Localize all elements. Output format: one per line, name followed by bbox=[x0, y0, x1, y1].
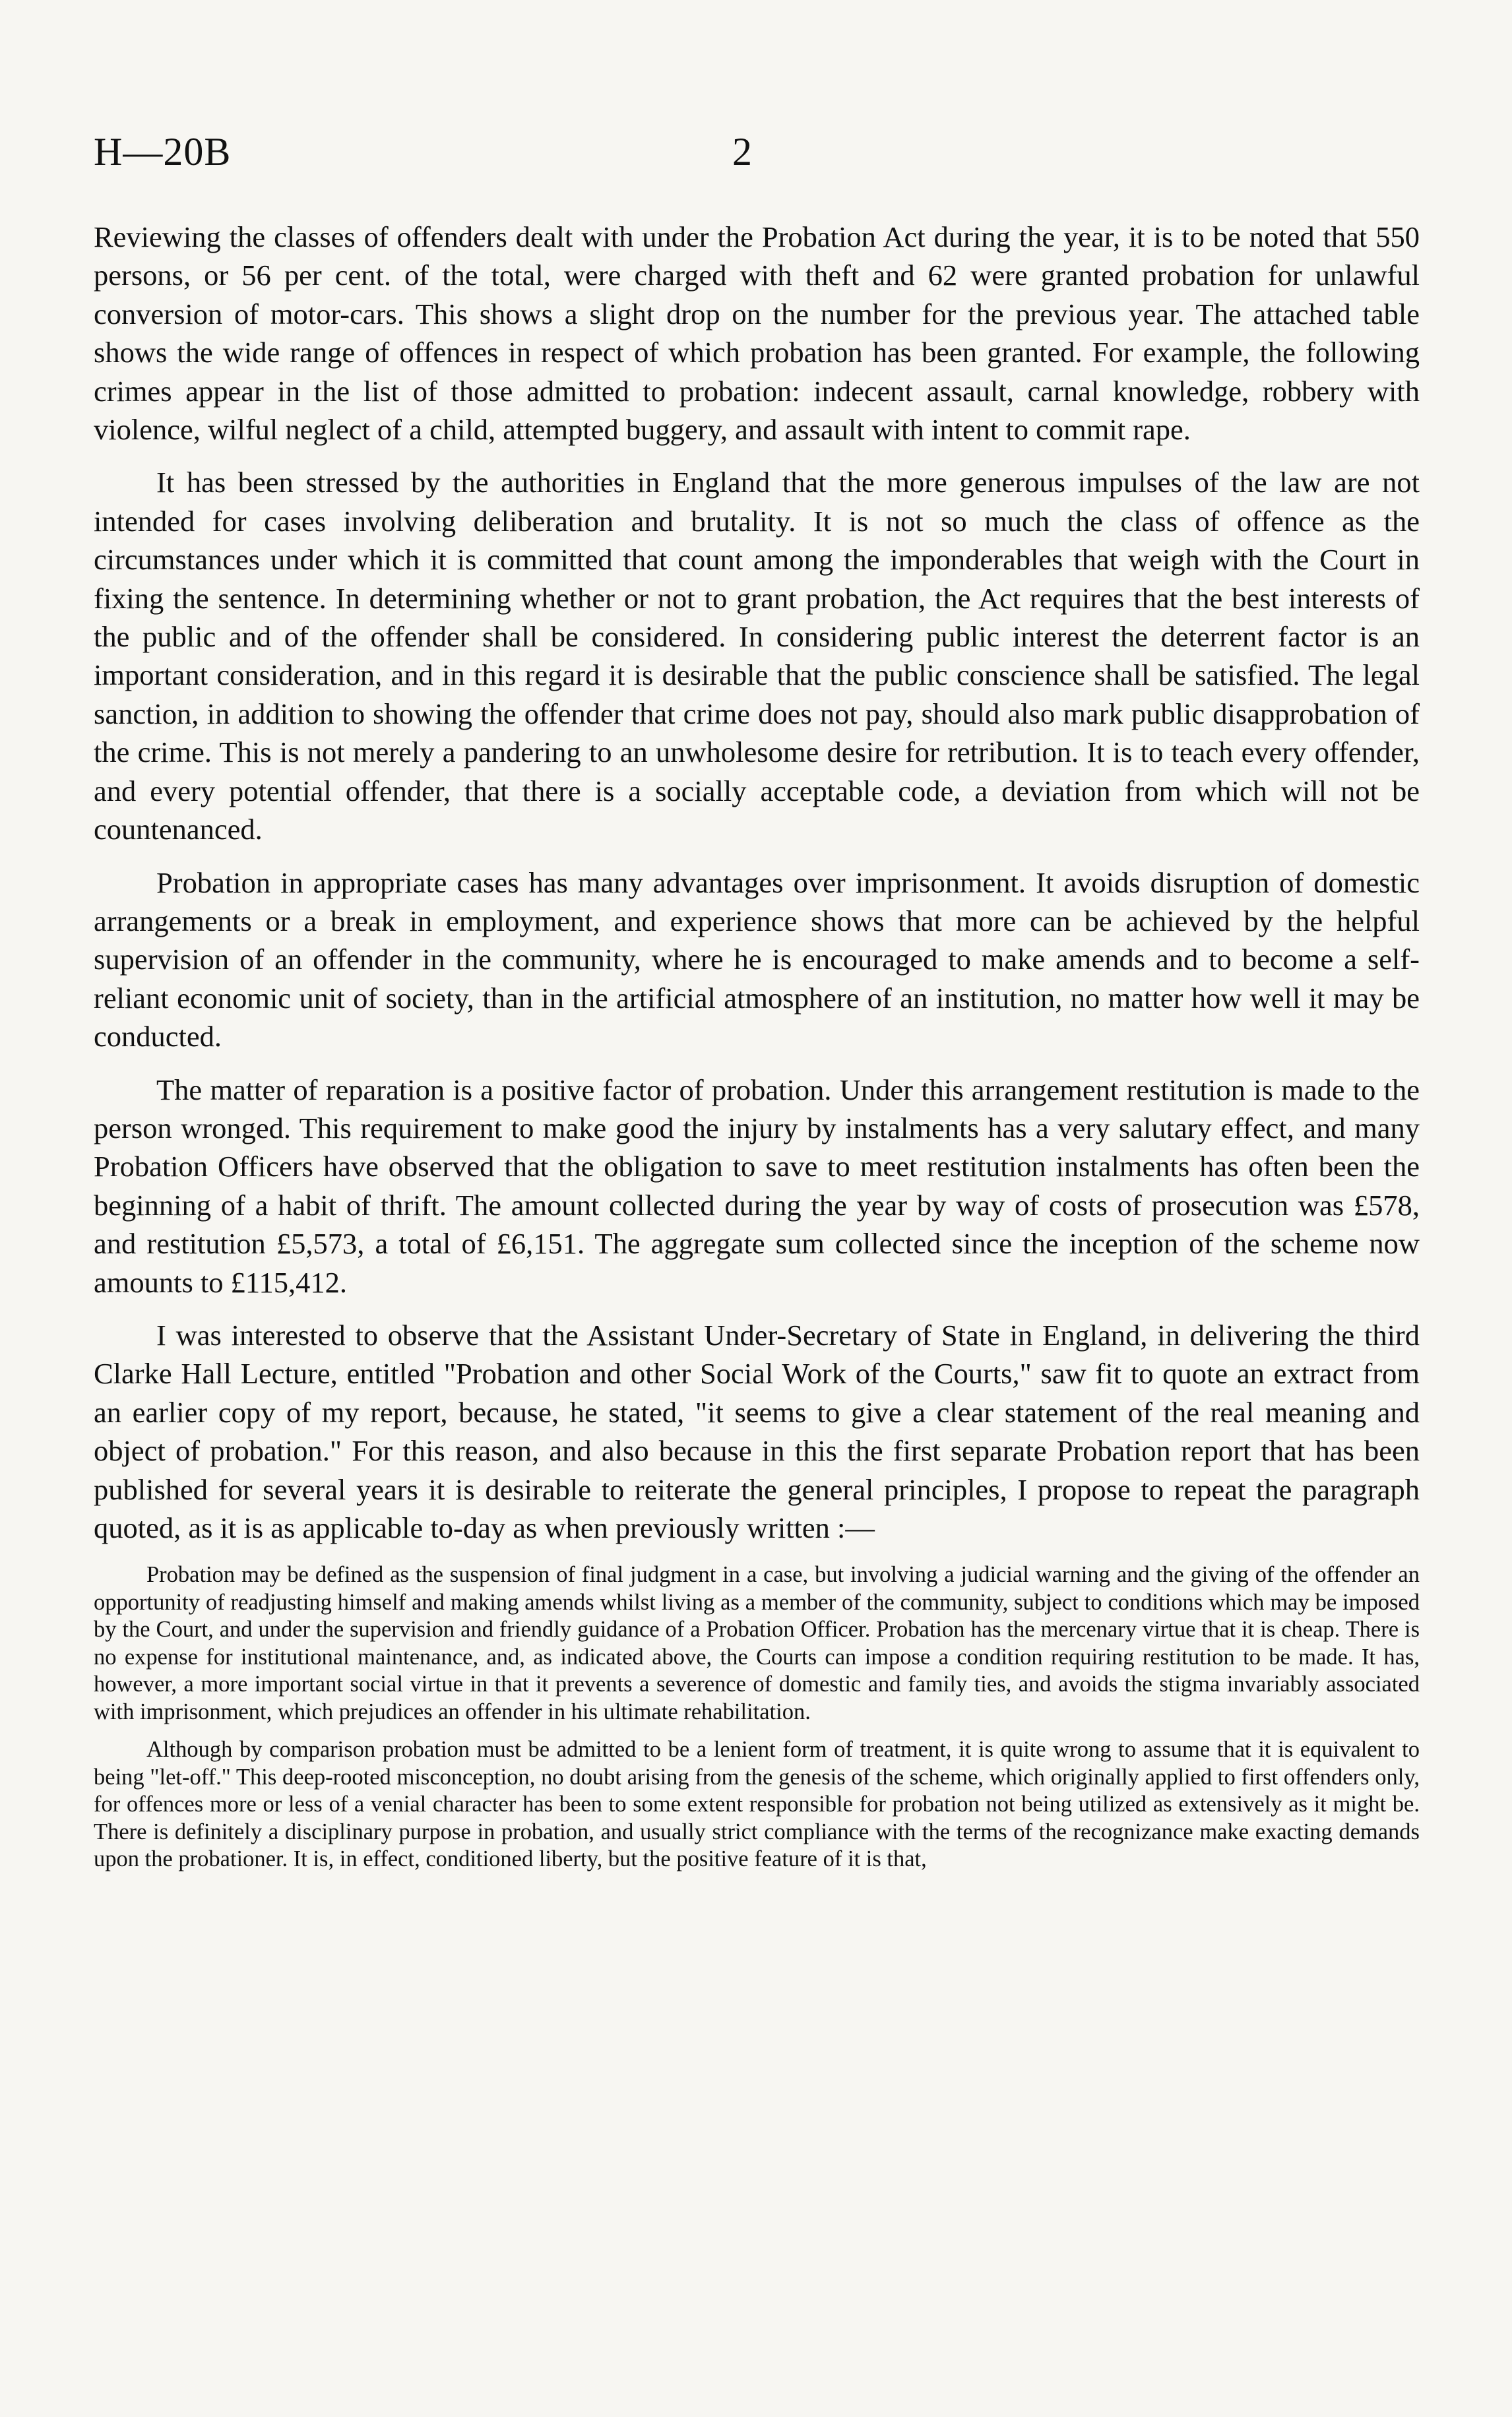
paragraph-advantages: Probation in appropriate cases has many advantages over imprisonment. It avoids disruption of domestic arrangements or a break in employment, and experience shows that more can be achieved by the helpful supervision of an offender in the community, where he is encouraged to make amends and to become a self-reliant economic unit of society, than in the artificial atmosphere of an institution, no matter how well it may be conducted. bbox=[94, 865, 1420, 1053]
paragraph-reparation: The matter of reparation is a positive factor of probation. Under this arrangement restitution is made to the person wronged. This requirement to make good the injury by instalments has a very salutary effect, and many Probation Officers have observed that the obligation to save to meet restitution instalments has often been the beginning of a habit of thrift. The amount collected during the year by way of costs of prosecution was £578, and restitution £5,573, a total of £6,151. The aggregate sum collected since the inception of the scheme now amounts to £115,412. bbox=[94, 1073, 1420, 1299]
report-body bbox=[94, 218, 1420, 1884]
page-header bbox=[94, 129, 1420, 182]
paragraph-offender-classes: Reviewing the classes of offenders dealt with under the Probation Act during the year, it is to be noted that 550 persons, or 56 per cent. of the total, were charged with theft and 62 were granted probation for unlawful conversion of motor-cars. This shows a slight drop on the number for the previous year. The attached table shows the wide range of offences in respect of which probation has been granted. For example, the following crimes appear in the list of those admitted to probation: indecent assault, carnal knowledge, robbery with violence, wilful neglect of a child, attempted buggery, and assault with intent to commit rape. bbox=[94, 220, 1420, 447]
paragraph-deliberation-brutality: It has been stressed by the authorities in England that the more generous impulses of the law are not intended for cases involving deliberation and brutality. It is not so much the class of offence as the circumstances under which it is committed that count among the imponderables that weigh with the Court in fixing the sentence. In determining whether or not to grant probation, the Act requires that the best interests of the public and of the offender shall be considered. In considering public interest the deterrent factor is an important consideration, and in this regard it is desirable that the public conscience shall be satisfied. The legal sanction, in addition to showing the offender that crime does not pay, should also mark public disapprobation of the crime. This is not merely a pandering to an unwholesome desire for retribution. It is to teach every offender, and every potential offender, that there is a socially acceptable code, a deviation from which will not be countenanced. bbox=[94, 466, 1420, 846]
document-reference: H—20B bbox=[94, 130, 232, 173]
quoted-extract bbox=[94, 1561, 1420, 1873]
page-number: 2 bbox=[732, 130, 752, 173]
paragraph-clarke-hall-lecture: I was interested to observe that the Assistant Under-Secretary of State in England, in delivering the third Clarke Hall Lecture, entitled "Probation and other Social Work of the Courts," saw fit to quote an extract from an earlier copy of my report, because, he stated, "it seems to give a clear statement of the real meaning and object of probation." For this reason, and also because in this the first separate Probation report that has been published for several years it is desirable to reiterate the general principles, I propose to repeat the paragraph quoted, as it is as applicable to-day as when previously written :— bbox=[94, 1318, 1420, 1544]
quote-paragraph-lenient-treatment: Although by comparison probation must be admitted to be a lenient form of treatment, it is quite wrong to assume that it is equivalent to being "let-off." This deep-rooted misconception, no doubt arising from the genesis of the scheme, which originally applied to first offenders only, for offences more or less of a venial character has been to some extent responsible for probation not being utilized as extensively as it might be. There is definitely a disciplinary purpose in probation, and usually strict compliance with the terms of the recognizance make exacting demands upon the probationer. It is, in effect, conditioned liberty, but the positive feature of it is that, bbox=[94, 1737, 1420, 1872]
quote-paragraph-definition: Probation may be defined as the suspension of final judgment in a case, but involving a judicial warning and the giving of the offender an opportunity of readjusting himself and making amends whilst living as a member of the community, subject to conditions which may be imposed by the Court, and under the supervision and friendly guidance of a Probation Officer. Probation has the mercenary virtue that it is cheap. There is no expense for institutional maintenance, and, as indicated above, the Courts can impose a condition requiring restitution to be made. It has, however, a more important social virtue in that it prevents a severence of domestic and family ties, and avoids the stigma invariably associated with imprisonment, which prejudices an offender in his ultimate rehabilitation. bbox=[94, 1562, 1420, 1724]
